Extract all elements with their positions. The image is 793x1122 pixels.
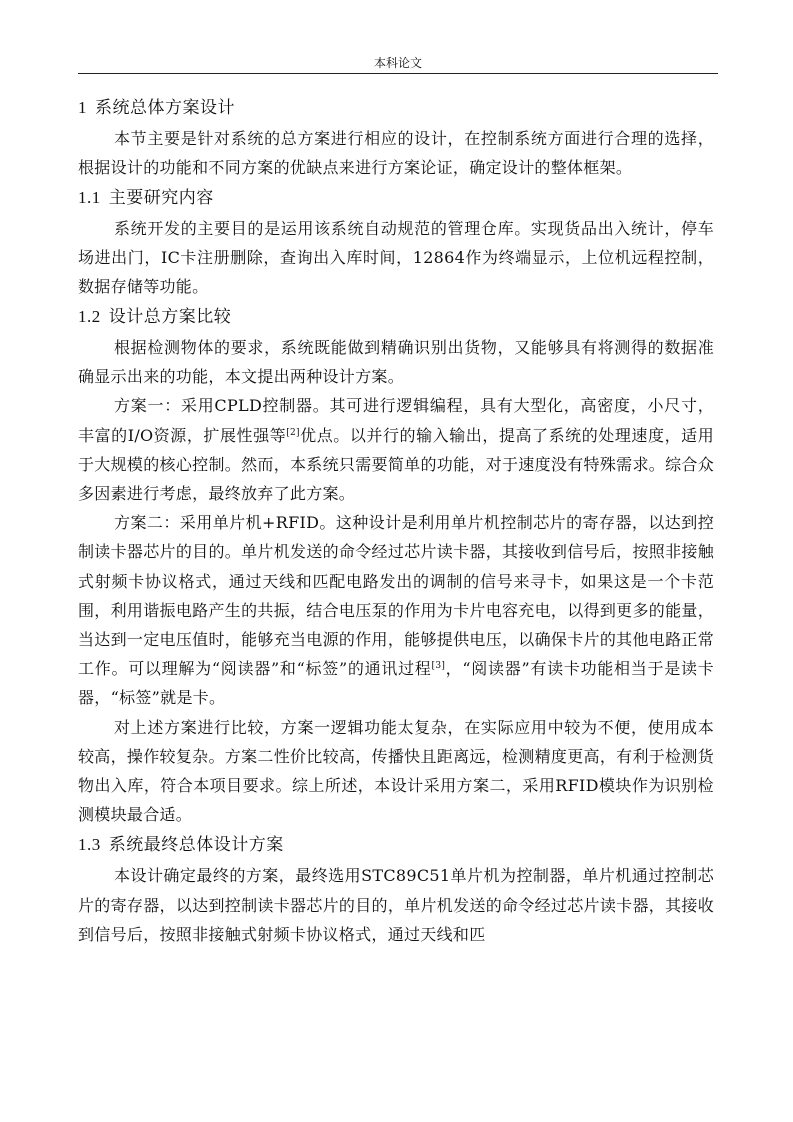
section-title: 系统总体方案设计 [95,98,235,118]
citation-ref: [3] [431,661,446,672]
section-1-3-paragraph: 本设计确定最终的方案，最终选用STC89C51单片机为控制器，单片机通过控制芯片的寄存器，以达到控制读卡器芯片的目的，单片机发送的命令经过芯片读卡器，其接收到信号后，按照非接触式射频卡协议格式，通过天线和匹 [78,866,714,944]
section-1-2-paragraph-2 [78,391,714,508]
section-1-2-paragraph-1: 根据检测物体的要求，系统既能做到精确识别出货物，又能够具有将测得的数据准确显示出来的功能，本文提出两种设计方案。 [78,338,714,387]
page-body [78,92,714,949]
running-header: 本科论文 [373,56,422,70]
section-title: 设计总方案比较 [108,307,232,327]
text-span: 优点。以并行的输入输出，提高了系统的处理速度，适用于大规模的核心控制。然而，本系统只需要简单的功能，对于速度没有特殊需求。综合众多因素进行考虑，最终放弃了此方案。 [78,425,714,504]
text-span: 方案二：采用单片机+RFID。这种设计是利用单片机控制芯片的寄存器，以达到控制读卡器芯片的目的。单片机发送的命令经过芯片读卡器，其接收到信号后，按照非接触式射频卡协议格式，通过天线和匹配电路发出的调制的信号来寻卡，如果这是一个卡范围，利用谐振电路产生的共振，结合电压泵的作用为卡片电容充电，以得到更多的能量，当达到一定电压值时，能够充当电源的作用，能够提供电压，以确保卡片的其他电路正常工作。可以理解为“阅读器”和“标签”的通讯过程 [78,513,714,679]
section-1-2-paragraph-4: 对上述方案进行比较，方案一逻辑功能太复杂，在实际应用中较为不便，使用成本较高，操作较复杂。方案二性价比较高，传播快且距离远，检测精度更高，有利于检测货物出入库，符合本项目要求。综上所述，本设计采用方案二，采用RFID模块作为识别检测模块最合适。 [78,717,714,825]
text-span: ，“阅读器”有读卡功能相当于是读卡器，“标签”就是卡。 [78,659,714,708]
section-1-2-paragraph-3 [78,508,714,712]
section-number: 1.2 [78,307,101,326]
section-title: 系统最终总体设计方案 [108,835,284,856]
section-title: 主要研究内容 [108,188,214,208]
section-1-3-heading [78,829,714,861]
section-number: 1.3 [78,835,101,855]
section-1-heading [78,92,714,124]
section-1-2-heading [78,301,714,333]
section-number: 1 [78,98,87,117]
section-1-intro-paragraph: 本节主要是针对系统的总方案进行相应的设计，在控制系统方面进行合理的选择，根据设计的功能和不同方案的优缺点来进行方案论证，确定设计的整体框架。 [78,129,714,177]
section-1-1-heading [78,182,714,214]
section-1-1-paragraph: 系统开发的主要目的是运用该系统自动规范的管理仓库。实现货品出入统计，停车场进出门，IC卡注册删除，查询出入库时间，12864作为终端显示，上位机远程控制，数据存储等功能。 [78,219,714,296]
section-number: 1.1 [78,188,101,207]
citation-ref: [2] [286,427,300,438]
header-rule [78,73,718,74]
text-span: 方案一：采用CPLD控制器。其可进行逻辑编程，具有大型化，高密度，小尺寸，丰富的I/O资源，扩展性强等 [78,396,714,445]
